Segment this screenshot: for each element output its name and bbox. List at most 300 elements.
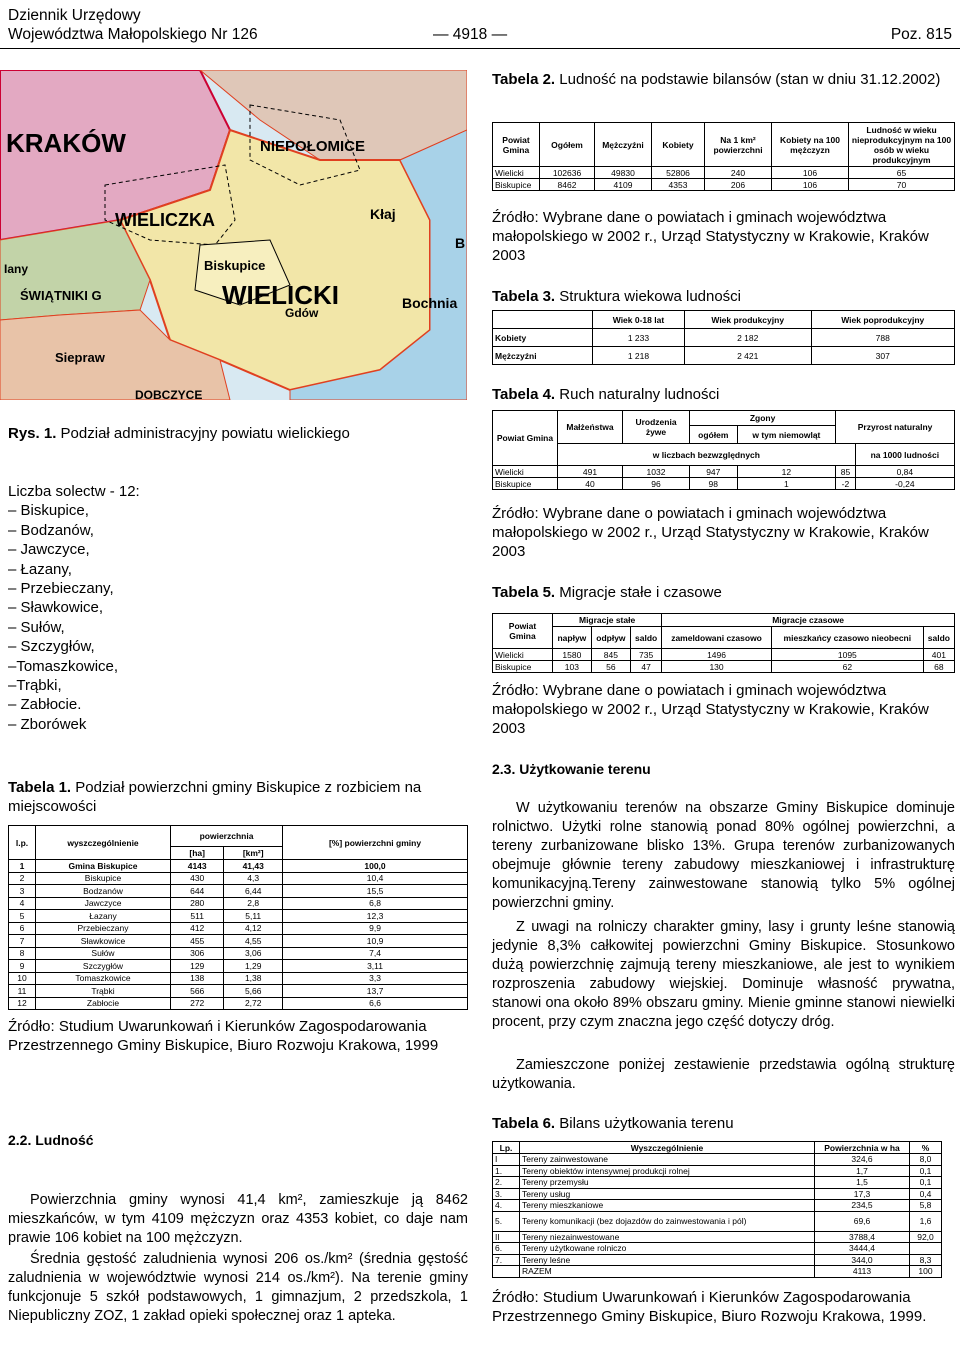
table-row	[9, 947, 468, 960]
th-odplyw: odpływ	[591, 627, 630, 649]
tabela3-body	[493, 329, 955, 365]
table-cell: 6	[9, 922, 36, 935]
tabela4-table	[492, 410, 955, 490]
tabela1-table	[8, 825, 468, 1010]
section23-p3: Zamieszczone poniżej zestawienie przedstawia ogólną strukturę użytkowania.	[492, 1057, 955, 1092]
table-cell: 13,7	[283, 985, 468, 998]
table-cell: 9	[9, 960, 36, 973]
table-cell: Tereny usług	[520, 1188, 815, 1200]
table-cell: 0,84	[855, 466, 954, 478]
table-cell: Mężczyźni	[493, 347, 593, 365]
table-cell: Gmina Biskupice	[36, 860, 171, 873]
table-cell: 8	[9, 947, 36, 960]
table-row	[9, 860, 468, 873]
table-row	[493, 1177, 942, 1189]
tabela1-source: Źródło: Studium Uwarunkowań i Kierunków Zagospodarowania Przestrzennego Gminy Biskupice, Biuro Rozwoju Krakowa, 1999	[8, 1018, 439, 1054]
tabela5-table	[492, 613, 955, 673]
tabela3-title: Struktura wiekowa ludności	[559, 288, 742, 305]
table-cell: 280	[171, 897, 224, 910]
tabela3-table	[492, 310, 955, 365]
table-cell: 65	[849, 167, 955, 179]
table-cell: 7	[9, 935, 36, 948]
map-label-swiatniki: ŚWIĄTNIKI G	[20, 288, 102, 303]
tabela5-title: Migracje stałe i czasowe	[559, 584, 722, 601]
table-cell: 1	[737, 478, 836, 490]
th-stale: Migracje stałe	[553, 614, 662, 627]
rys1-label: Rys. 1.	[8, 425, 57, 442]
th-name: wyszczególnienie	[36, 826, 171, 860]
table-cell: Kobiety na 100 mężczyzn	[772, 123, 849, 167]
position-number: Poz. 815	[890, 26, 952, 43]
th-ha: [ha]	[171, 847, 224, 860]
table-cell: 324,6	[815, 1154, 910, 1166]
table-row	[493, 1211, 942, 1231]
table-cell: 10,4	[283, 872, 468, 885]
solectwa-intro: Liczba solectw - 12:	[8, 483, 140, 500]
table-cell: 4,55	[224, 935, 283, 948]
list-item: – Sławkowice,	[8, 599, 104, 617]
list-item: – Jawczyce,	[8, 541, 90, 559]
tabela2-caption	[492, 70, 954, 89]
table-cell: 1,38	[224, 972, 283, 985]
table-cell: 3	[9, 885, 36, 898]
th-powiat: Powiat Gmina	[493, 411, 558, 466]
th-urodz: Urodzenia żywe	[623, 411, 690, 444]
tabela6-caption	[492, 1114, 954, 1133]
table-cell: 4353	[652, 179, 705, 191]
table-row	[9, 872, 468, 885]
list-item: – Łazany,	[8, 560, 72, 578]
table-cell: 2,8	[224, 897, 283, 910]
map-label-klaj: Kłaj	[370, 206, 396, 222]
table-row	[493, 1200, 942, 1212]
th-lp: l.p.	[9, 826, 36, 860]
tabela6-head	[493, 1142, 942, 1154]
table-cell: Wielicki	[493, 167, 540, 179]
map-label-dobczyce: DOBCZYCE	[135, 388, 203, 400]
table-cell: Łazany	[36, 910, 171, 923]
table-row	[493, 466, 955, 478]
table-cell: Lp.	[493, 1142, 520, 1154]
table-cell: 130	[662, 661, 772, 673]
table-cell: %	[910, 1142, 942, 1154]
table-cell: 41,43	[224, 860, 283, 873]
table-cell: Wyszczególnienie	[520, 1142, 815, 1154]
table-cell: 1 218	[593, 347, 685, 365]
table-cell: 7.	[493, 1254, 520, 1266]
table-cell	[493, 1266, 520, 1278]
th-naplyw: napływ	[553, 627, 592, 649]
table-cell: Tereny użytkowane rolniczo	[520, 1243, 815, 1255]
th-powiat: Powiat Gmina	[493, 614, 553, 649]
table-cell	[910, 1243, 942, 1255]
tabela5-label: Tabela 5.	[492, 584, 556, 601]
table-cell: 6,8	[283, 897, 468, 910]
table-row	[9, 910, 468, 923]
table-row	[9, 972, 468, 985]
table-cell: Tereny leśne	[520, 1254, 815, 1266]
table-cell: 4.	[493, 1200, 520, 1212]
table-row	[493, 1165, 942, 1177]
table-cell: 6,44	[224, 885, 283, 898]
table-cell: Biskupice	[493, 179, 540, 191]
table-cell: 206	[705, 179, 772, 191]
table-cell: 62	[771, 661, 923, 673]
table-row	[9, 997, 468, 1010]
table-cell: Ogółem	[540, 123, 595, 167]
table-cell: 234,5	[815, 1200, 910, 1212]
table-cell: Trąbki	[36, 985, 171, 998]
table-cell: I	[493, 1154, 520, 1166]
table-cell: 845	[591, 649, 630, 661]
map-label-niepolomice: NIEPOŁOMICE	[260, 138, 366, 155]
table-cell: Przebieczany	[36, 922, 171, 935]
table-cell: 5	[9, 910, 36, 923]
th-malz: Małżeństwa	[558, 411, 623, 444]
solectwa-list	[8, 482, 448, 734]
table-cell: 4,3	[224, 872, 283, 885]
table-cell: 2,72	[224, 997, 283, 1010]
table-cell: 788	[811, 329, 955, 347]
th-ogolem: ogółem	[690, 426, 738, 444]
tabela6-table	[492, 1141, 942, 1278]
table-cell: Jawczyce	[36, 897, 171, 910]
section23-p2: Z uwagi na rolniczy charakter gminy, lasy i grunty leśne stanowią jedynie 8,3% całkowitej powierzchni Gminy Biskupice. Stosunkowo dużą powierzchnię zajmują tereny mieszkaniowe, ale jest to wynikiem rozproszenia zabudowy wiejskiej. Dominuje własność prywatna, stanowi ona około 89% obszaru gminy. Mienie gminne stanowi niewielki procent, przy czym znaczna jego część dotyczy dróg.	[492, 919, 955, 1030]
tabela6-title: Bilans użytkowania terenu	[559, 1115, 734, 1132]
table-cell: 8462	[540, 179, 595, 191]
table-row	[493, 1154, 942, 1166]
table-cell: 3788,4	[815, 1231, 910, 1243]
table-cell: 68	[923, 661, 954, 673]
tabela2-body	[493, 167, 955, 191]
tabela3-head	[493, 311, 955, 329]
map-label-b: B	[455, 235, 466, 251]
table-cell: Wiek 0-18 lat	[593, 311, 685, 329]
table-cell: 10,9	[283, 935, 468, 948]
th-wtym: w tym niemowląt	[737, 426, 836, 444]
table-cell: 3,06	[224, 947, 283, 960]
table-row	[9, 922, 468, 935]
tabela5-caption	[492, 583, 954, 602]
list-item: – Bodzanów,	[8, 521, 94, 539]
table-row	[493, 1254, 942, 1266]
table-cell: 0,1	[910, 1177, 942, 1189]
table-cell: Tereny mieszkaniowe	[520, 1200, 815, 1212]
list-item: –Trąbki,	[8, 677, 62, 695]
map-label-iany: Iany	[4, 262, 29, 276]
table-cell	[493, 311, 593, 329]
rys1-text: Podział administracyjny powiatu wielickiego	[60, 425, 350, 442]
table-row	[493, 347, 955, 365]
tabela5-body	[493, 649, 955, 673]
tabela6-source: Źródło: Studium Uwarunkowań i Kierunków Zagospodarowania Przestrzennego Gminy Biskupice, Biuro Rozwoju Krakowa, 1999.	[492, 1289, 927, 1325]
tabela4-label: Tabela 4.	[492, 386, 556, 403]
table-cell: 307	[811, 347, 955, 365]
table-row	[9, 960, 468, 973]
table-cell: 11	[9, 985, 36, 998]
th-zameld: zameldowani czasowo	[662, 627, 772, 649]
journal-title	[8, 6, 258, 44]
table-cell: 15,5	[283, 885, 468, 898]
section22-p1: Powierzchnia gminy wynosi 41,4 km², zamieszkuje ją 8462 mieszkańców, w tym 4109 mężczyzn oraz 4353 kobiet, co daje nam prawie 106 kobiet na 100 mężczyzn.	[8, 1192, 468, 1246]
th-przyrost: Przyrost naturalny	[836, 411, 955, 444]
table-cell: 1095	[771, 649, 923, 661]
journal-line1: Dziennik Urzędowy	[8, 7, 141, 24]
list-item: – Sułów,	[8, 618, 65, 636]
table-cell: 3,11	[283, 960, 468, 973]
table-cell: 4113	[815, 1266, 910, 1278]
table-cell: -0,24	[855, 478, 954, 490]
th-na1000: na 1000 ludności	[855, 444, 954, 466]
table-cell: Biskupice	[493, 661, 553, 673]
table-cell: 5,8	[910, 1200, 942, 1212]
table-cell: Wiek produkcyjny	[684, 311, 811, 329]
table-cell: 306	[171, 947, 224, 960]
table-cell: 1032	[623, 466, 690, 478]
table-cell: 1 233	[593, 329, 685, 347]
table-cell: 4109	[595, 179, 652, 191]
table-cell: Biskupice	[36, 872, 171, 885]
table-cell: RAZEM	[520, 1266, 815, 1278]
table-cell: Wielicki	[493, 649, 553, 661]
table-row	[493, 1188, 942, 1200]
table-cell: Zabłocie	[36, 997, 171, 1010]
th-pct: [%] powierzchni gminy	[283, 826, 468, 860]
table-cell: Bodzanów	[36, 885, 171, 898]
table-cell: 1.	[493, 1165, 520, 1177]
rys1-caption	[8, 424, 468, 443]
table-cell: 56	[591, 661, 630, 673]
tabela2-source: Źródło: Wybrane dane o powiatach i gminach województwa małopolskiego w 2002 r., Urząd Statystyczny w Krakowie, Kraków 2003	[492, 209, 929, 264]
table-cell: 106	[772, 167, 849, 179]
th-czasowe: Migracje czasowe	[662, 614, 955, 627]
table-cell: 947	[690, 466, 738, 478]
table-cell: 4143	[171, 860, 224, 873]
table-cell: 4	[9, 897, 36, 910]
table-cell: 401	[923, 649, 954, 661]
table-cell: 2	[9, 872, 36, 885]
table-cell: Biskupice	[493, 478, 558, 490]
table-row	[9, 985, 468, 998]
table-cell: 100	[910, 1266, 942, 1278]
table-cell: 2 421	[684, 347, 811, 365]
th-zgony: Zgony	[690, 411, 836, 426]
table-row	[493, 478, 955, 490]
table-cell: 430	[171, 872, 224, 885]
table-cell: 412	[171, 922, 224, 935]
list-item: – Szczygłów,	[8, 638, 95, 656]
tabela2-title: Ludność na podstawie bilansów (stan w dniu 31.12.2002)	[559, 71, 941, 88]
list-item: – Biskupice,	[8, 502, 89, 520]
tabela1-title: Podział powierzchni gminy Biskupice z rozbiciem na miejscowości	[8, 779, 422, 815]
table-cell: 12	[9, 997, 36, 1010]
tabela1-body	[9, 860, 468, 1010]
th-wliczbach: w liczbach bezwzględnych	[558, 444, 856, 466]
map-label-bochnia: Bochnia	[402, 295, 458, 311]
th-pow: powierzchnia	[171, 826, 283, 847]
tabela2-head	[493, 123, 955, 167]
table-cell: Sułów	[36, 947, 171, 960]
section23-heading: 2.3. Użytkowanie terenu	[492, 761, 651, 777]
table-cell: Tereny komunikacji (bez dojazdów do zainwestowania i pól)	[520, 1211, 815, 1231]
table-cell: 10	[9, 972, 36, 985]
table-row	[9, 897, 468, 910]
table-cell: 49830	[595, 167, 652, 179]
table-cell: 644	[171, 885, 224, 898]
list-item: –Tomaszkowice,	[8, 657, 119, 675]
table-cell: 1,7	[815, 1165, 910, 1177]
table-cell: Tereny obiektów intensywnej produkcji rolnej	[520, 1165, 815, 1177]
table-cell: Mężczyźni	[595, 123, 652, 167]
table-cell: 69,6	[815, 1211, 910, 1231]
table-cell: 1496	[662, 649, 772, 661]
table-cell: 3,3	[283, 972, 468, 985]
table-cell: 85	[836, 466, 856, 478]
table-cell: 4,12	[224, 922, 283, 935]
table-cell: Wielicki	[493, 466, 558, 478]
table-cell: 735	[631, 649, 662, 661]
table-row	[9, 885, 468, 898]
table-cell: II	[493, 1231, 520, 1243]
table-cell: 98	[690, 478, 738, 490]
tabela4-title: Ruch naturalny ludności	[559, 386, 720, 403]
table-row	[493, 1231, 942, 1243]
table-cell: 3444,4	[815, 1243, 910, 1255]
table-row	[493, 179, 955, 191]
map-label-biskupice: Biskupice	[204, 258, 266, 273]
table-cell: 0,1	[910, 1165, 942, 1177]
table-cell: Wiek poprodukcyjny	[811, 311, 955, 329]
th-miesz: mieszkańcy czasowo nieobecni	[771, 627, 923, 649]
table-cell: 138	[171, 972, 224, 985]
table-row	[9, 935, 468, 948]
table-cell: 100,0	[283, 860, 468, 873]
tabela4-caption	[492, 385, 954, 404]
section23-p1: W użytkowaniu terenów na obszarze Gminy Biskupice dominuje rolnictwo. Użytki rolne stanowią ponad 80% ogólnej powierzchni, a tereny zurbanizowane blisko 13%. Grupa terenów zurbanizowanych obejmuje głównie tereny zabudowy mieszkaniowej i infrastrukturę komunikacyjną.Tereny zainwestowane stanowią tylko 5% ogólnej powierzchni gminy.	[492, 800, 955, 911]
map-label-wielicki: WIELICKI	[222, 280, 339, 310]
table-cell: 491	[558, 466, 623, 478]
tabela4-source: Źródło: Wybrane dane o powiatach i gminach województwa małopolskiego w 2002 r., Urząd Statystyczny w Krakowie, Kraków 2003	[492, 505, 929, 560]
table-cell: 8,0	[910, 1154, 942, 1166]
table-cell: 3.	[493, 1188, 520, 1200]
table-cell: 566	[171, 985, 224, 998]
table-cell: 8,3	[910, 1254, 942, 1266]
list-item: – Przebieczany,	[8, 580, 114, 598]
table-cell: 40	[558, 478, 623, 490]
table-cell: 0,4	[910, 1188, 942, 1200]
map-figure	[0, 70, 467, 400]
table-cell: 129	[171, 960, 224, 973]
table-cell: 12,3	[283, 910, 468, 923]
th-saldo2: saldo	[923, 627, 954, 649]
page-number: — 4918 —	[433, 26, 508, 43]
table-cell: 1580	[553, 649, 592, 661]
table-cell: Tomaszkowice	[36, 972, 171, 985]
table-cell: Kobiety	[652, 123, 705, 167]
table-cell: 47	[631, 661, 662, 673]
table-cell: 102636	[540, 167, 595, 179]
tabela2-label: Tabela 2.	[492, 71, 556, 88]
tabela4-body	[493, 466, 955, 490]
tabela3-label: Tabela 3.	[492, 288, 556, 305]
table-cell: 52806	[652, 167, 705, 179]
table-cell: 6,6	[283, 997, 468, 1010]
table-cell: Sławkowice	[36, 935, 171, 948]
table-row	[493, 661, 955, 673]
table-cell: Tereny zainwestowane	[520, 1154, 815, 1166]
table-cell: Tereny przemysłu	[520, 1177, 815, 1189]
table-row	[493, 167, 955, 179]
table-cell: 17,3	[815, 1188, 910, 1200]
table-row	[493, 649, 955, 661]
table-cell: 92,0	[910, 1231, 942, 1243]
header-rule	[0, 48, 960, 49]
table-cell: 5,11	[224, 910, 283, 923]
map-label-siepraw: Siepraw	[55, 350, 105, 365]
table-cell: 455	[171, 935, 224, 948]
table-cell: -2	[836, 478, 856, 490]
table-cell: Powierzchnia w ha	[815, 1142, 910, 1154]
tabela1-caption	[8, 778, 470, 816]
table-cell: 96	[623, 478, 690, 490]
table-cell: 2.	[493, 1177, 520, 1189]
table-cell: Kobiety	[493, 329, 593, 347]
table-cell: 5.	[493, 1211, 520, 1231]
table-cell: 511	[171, 910, 224, 923]
table-cell: 2 182	[684, 329, 811, 347]
table-cell: 70	[849, 179, 955, 191]
list-item: – Zborówek	[8, 715, 87, 733]
table-cell: 1	[9, 860, 36, 873]
tabela1-label: Tabela 1.	[8, 779, 72, 796]
table-cell: Szczygłów	[36, 960, 171, 973]
table-cell: 272	[171, 997, 224, 1010]
table-cell: Tereny niezainwestowane	[520, 1231, 815, 1243]
tabela2-table	[492, 122, 955, 191]
table-cell: 5,66	[224, 985, 283, 998]
table-cell: 7,4	[283, 947, 468, 960]
table-cell: 1,6	[910, 1211, 942, 1231]
list-item: – Zabłocie.	[8, 696, 82, 714]
table-cell: 1,29	[224, 960, 283, 973]
table-row	[493, 329, 955, 347]
table-cell: 9,9	[283, 922, 468, 935]
tabela6-body	[493, 1154, 942, 1278]
map-label-krakow: KRAKÓW	[6, 128, 126, 158]
table-cell: 12	[737, 466, 836, 478]
section22-heading: 2.2. Ludność	[8, 1132, 94, 1148]
table-cell: Ludność w wieku nieprodukcyjnym na 100 osób w wieku produkcyjnym	[849, 123, 955, 167]
table-cell: 240	[705, 167, 772, 179]
section22-p2: Średnia gęstość zaludnienia wynosi 206 os./km² (średnia gęstość zaludnienia w województwie wynosi 214 os./km²). Na terenie gminy funkcjonuje 5 szkół podstawowych, 1 gimnazjum, 2 przedszkola, 1 Niepubliczny ZOZ, 1 zakład opieki społecznej oraz 1 apteka.	[8, 1251, 468, 1324]
map-label-wieliczka: WIELICZKA	[115, 210, 215, 230]
tabela6-label: Tabela 6.	[492, 1115, 556, 1132]
journal-line2: Województwa Małopolskiego Nr 126	[8, 26, 258, 43]
tabela5-source: Źródło: Wybrane dane o powiatach i gminach województwa małopolskiego w 2002 r., Urząd Statystyczny w Krakowie, Kraków 2003	[492, 682, 929, 737]
table-cell: Powiat Gmina	[493, 123, 540, 167]
table-row	[493, 1243, 942, 1255]
table-cell: 106	[772, 179, 849, 191]
tabela3-caption	[492, 287, 954, 306]
table-cell: 1,5	[815, 1177, 910, 1189]
table-cell: Na 1 km² powierzchni	[705, 123, 772, 167]
table-cell: 344,0	[815, 1254, 910, 1266]
table-cell: 6.	[493, 1243, 520, 1255]
th-km: [km²]	[224, 847, 283, 860]
table-cell: 103	[553, 661, 592, 673]
table-row	[493, 1266, 942, 1278]
map-label-gdow: Gdów	[285, 306, 319, 320]
